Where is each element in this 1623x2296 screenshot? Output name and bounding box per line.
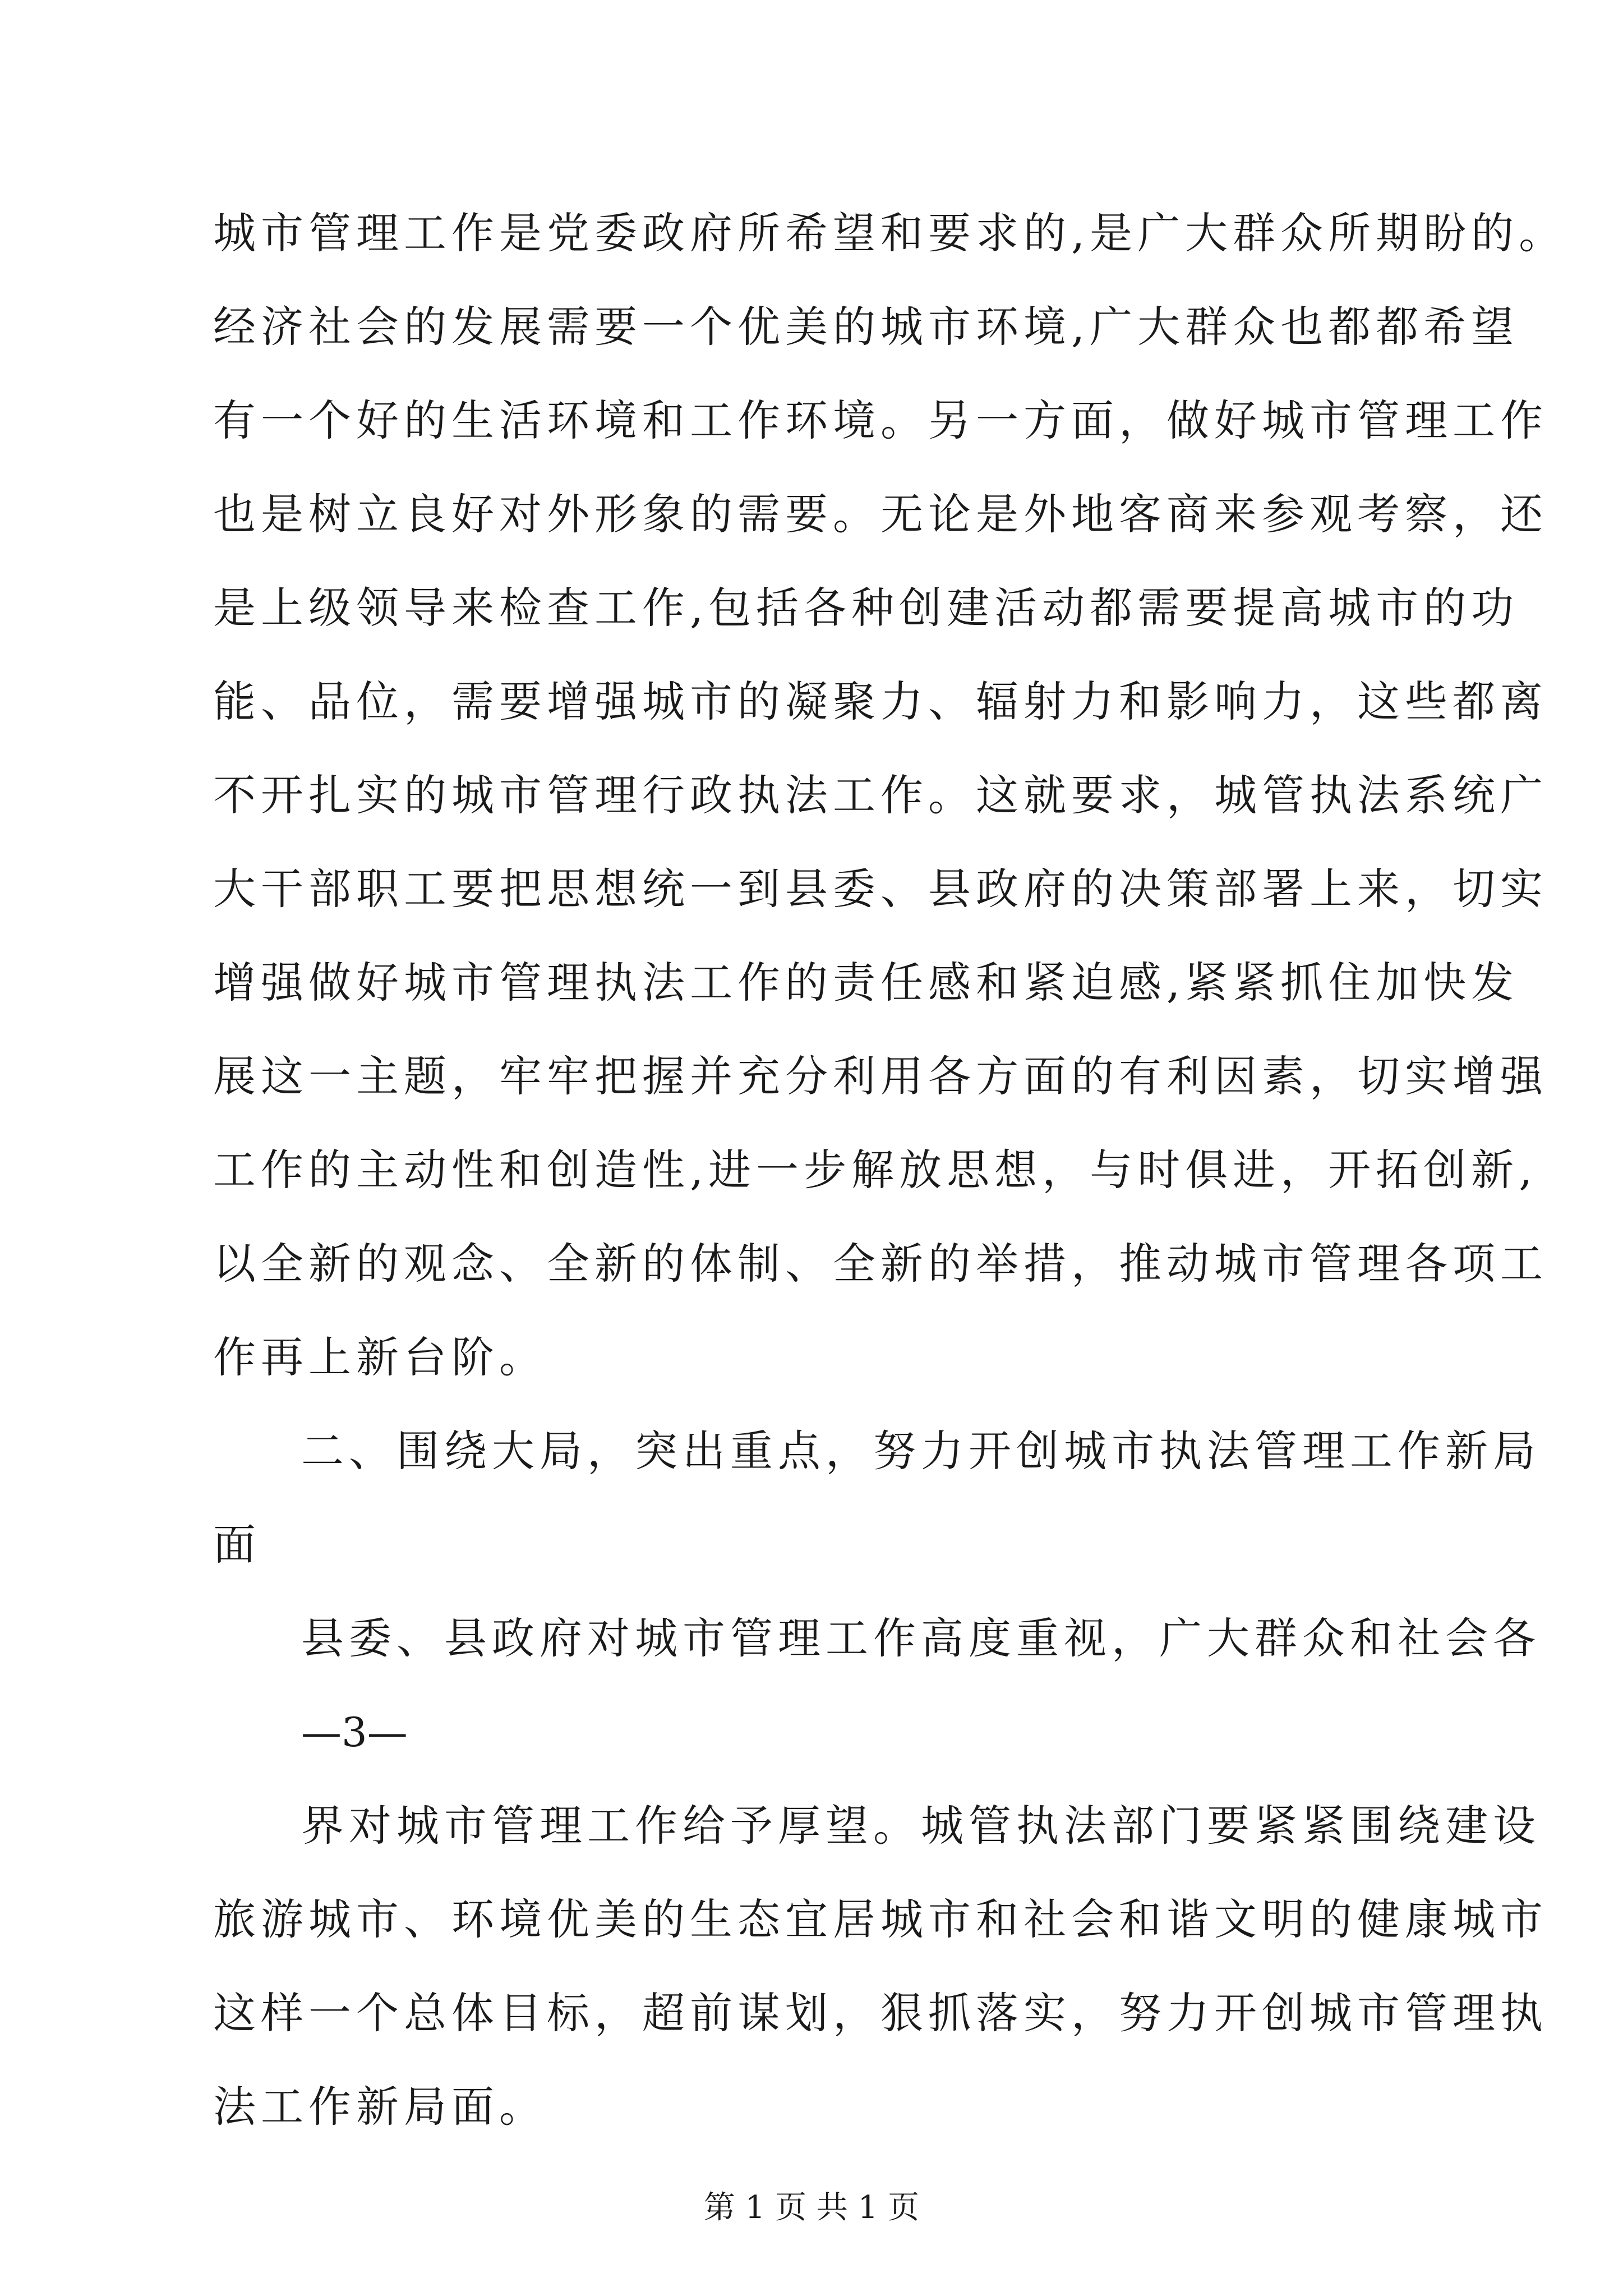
paragraph-line: 是上级领导来检查工作,包括各种创建活动都需要提高城市的功	[213, 583, 1519, 633]
paragraph-line: 以全新的观念、全新的体制、全新的举措，推动城市管理各项工	[213, 1239, 1548, 1289]
paragraph-line: 能、品位，需要增强城市的凝聚力、辐射力和影响力，这些都离	[213, 677, 1548, 726]
paragraph-line: 不开扎实的城市管理行政执法工作。这就要求，城管执法系统广	[213, 770, 1548, 820]
paragraph-line: 界对城市管理工作给予厚望。城管执法部门要紧紧围绕建设	[301, 1801, 1541, 1851]
page-number-marker: —3—	[301, 1709, 408, 1756]
paragraph-line: 这样一个总体目标，超前谋划，狠抓落实，努力开创城市管理执	[213, 1988, 1548, 2038]
paragraph-line: 展这一主题，牢牢把握并充分利用各方面的有利因素，切实增强	[213, 1051, 1548, 1101]
paragraph-line: 经济社会的发展需要一个优美的城市环境,广大群众也都都希望	[213, 302, 1519, 352]
paragraph-line: 旅游城市、环境优美的生态宜居城市和社会和谐文明的健康城市	[213, 1894, 1548, 1944]
paragraph-line: 县委、县政府对城市管理工作高度重视，广大群众和社会各	[301, 1613, 1541, 1663]
section-heading-continued: 面	[213, 1520, 261, 1570]
paragraph-line: 法工作新局面。	[213, 2082, 547, 2132]
page-footer: 第 1 页 共 1 页	[703, 2189, 920, 2226]
paragraph-line: 有一个好的生活环境和工作环境。另一方面，做好城市管理工作	[213, 395, 1548, 445]
paragraph-line: 也是树立良好对外形象的需要。无论是外地客商来参观考察，还	[213, 489, 1548, 539]
paragraph-line: 大干部职工要把思想统一到县委、县政府的决策部署上来，切实	[213, 864, 1548, 914]
paragraph-line: 工作的主动性和创造性,进一步解放思想，与时俱进，开拓创新,	[213, 1145, 1538, 1195]
section-heading: 二、围绕大局，突出重点，努力开创城市执法管理工作新局	[301, 1426, 1541, 1476]
paragraph-line: 增强做好城市管理执法工作的责任感和紧迫感,紧紧抓住加快发	[213, 958, 1519, 1007]
paragraph-line: 作再上新台阶。	[213, 1332, 547, 1382]
paragraph-line: 城市管理工作是党委政府所希望和要求的,是广大群众所期盼的。	[213, 208, 1567, 258]
